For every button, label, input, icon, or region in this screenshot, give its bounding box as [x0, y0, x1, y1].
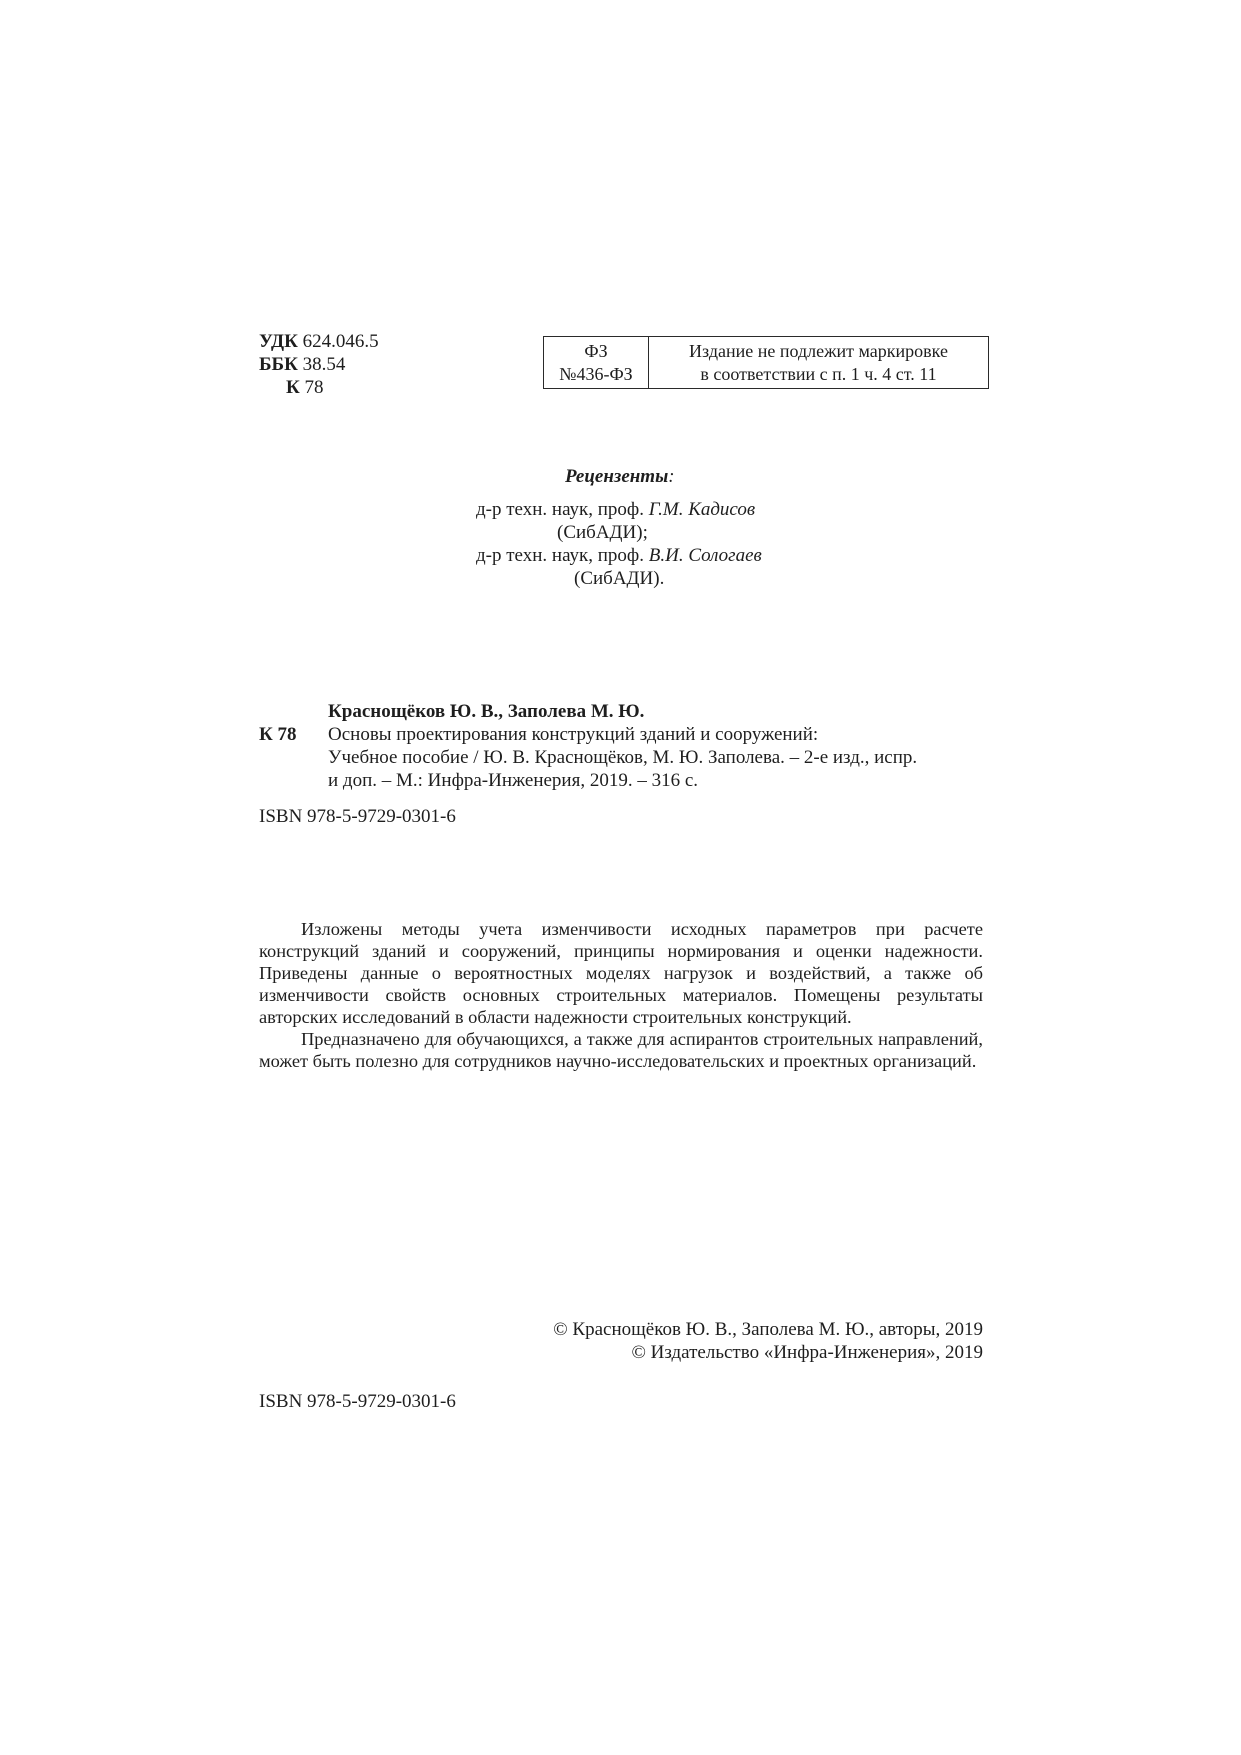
udk-line: [259, 330, 379, 353]
udk-label: УДК: [259, 331, 298, 352]
marking-note-cell: [649, 337, 988, 388]
footer-isbn: ISBN 978-5-9729-0301-6: [259, 1391, 456, 1412]
reviewer-2-name: В.И. Сологаев: [648, 545, 762, 566]
bib-code: К 78: [259, 724, 297, 745]
reviewer-1-org: (СибАДИ);: [557, 522, 648, 543]
bbk-label: ББК: [259, 354, 298, 375]
marking-law-line2: №436-ФЗ: [559, 364, 633, 384]
marking-note-line1: Издание не подлежит маркировке: [689, 341, 948, 361]
reviewers-heading-colon: :: [668, 466, 675, 487]
abstract-paragraph-1: Изложены методы учета изменчивости исходных параметров при расчете конструкций зданий и сооружений, принципы нормирования и оценки надежности. Приведены данные о вероятностных моделях нагрузок и воздействий, а также об изменчивости свойств основных строительных материалов. Помещены результаты авторских исследований в области надежности строительных конструкций.: [259, 919, 983, 1027]
reviewer-2: [476, 544, 762, 567]
marking-law-cell: [544, 337, 649, 388]
marking-table: [543, 336, 989, 389]
bbk-value: 38.54: [302, 354, 346, 375]
udk-value: 624.046.5: [302, 331, 379, 352]
reviewer-2-title: д-р техн. наук, проф.: [476, 545, 649, 566]
bib-isbn: ISBN 978-5-9729-0301-6: [259, 806, 456, 827]
abstract-paragraph-2: Предназначено для обучающихся, а также для аспирантов строительных направлений, может быть полезно для сотрудников научно-исследовательских и проектных организаций.: [259, 1029, 983, 1071]
author-mark-value: 78: [304, 377, 324, 398]
reviewer-2-org: (СибАДИ).: [574, 568, 665, 589]
reviewer-1-title: д-р техн. наук, проф.: [476, 499, 649, 520]
bib-authors: Краснощёков Ю. В., Заполева М. Ю.: [328, 701, 645, 722]
bbk-line: [259, 353, 379, 376]
abstract: [259, 918, 983, 1072]
reviewer-1: [476, 498, 755, 521]
marking-law-line1: ФЗ: [584, 341, 608, 361]
copyright-publisher: © Издательство «Инфра-Инженерия», 2019: [631, 1342, 983, 1363]
classification-codes: [259, 330, 379, 399]
author-mark-line: [259, 376, 379, 399]
marking-note-line2: в соответствии с п. 1 ч. 4 ст. 11: [700, 364, 937, 384]
copyright-authors: © Краснощёков Ю. В., Заполева М. Ю., авторы, 2019: [553, 1319, 983, 1340]
reviewers-heading-text: Рецензенты: [565, 466, 669, 487]
reviewers-heading: [565, 465, 675, 488]
bib-title-line2: Учебное пособие / Ю. В. Краснощёков, М. Ю. Заполева. – 2-е изд., испр.: [328, 747, 918, 768]
reviewer-1-name: Г.М. Кадисов: [648, 499, 756, 520]
bib-title-line1: Основы проектирования конструкций зданий и сооружений:: [328, 724, 819, 745]
bib-title-line3: и доп. – М.: Инфра-Инженерия, 2019. – 316 с.: [328, 770, 699, 791]
author-mark-label: К: [286, 377, 300, 398]
